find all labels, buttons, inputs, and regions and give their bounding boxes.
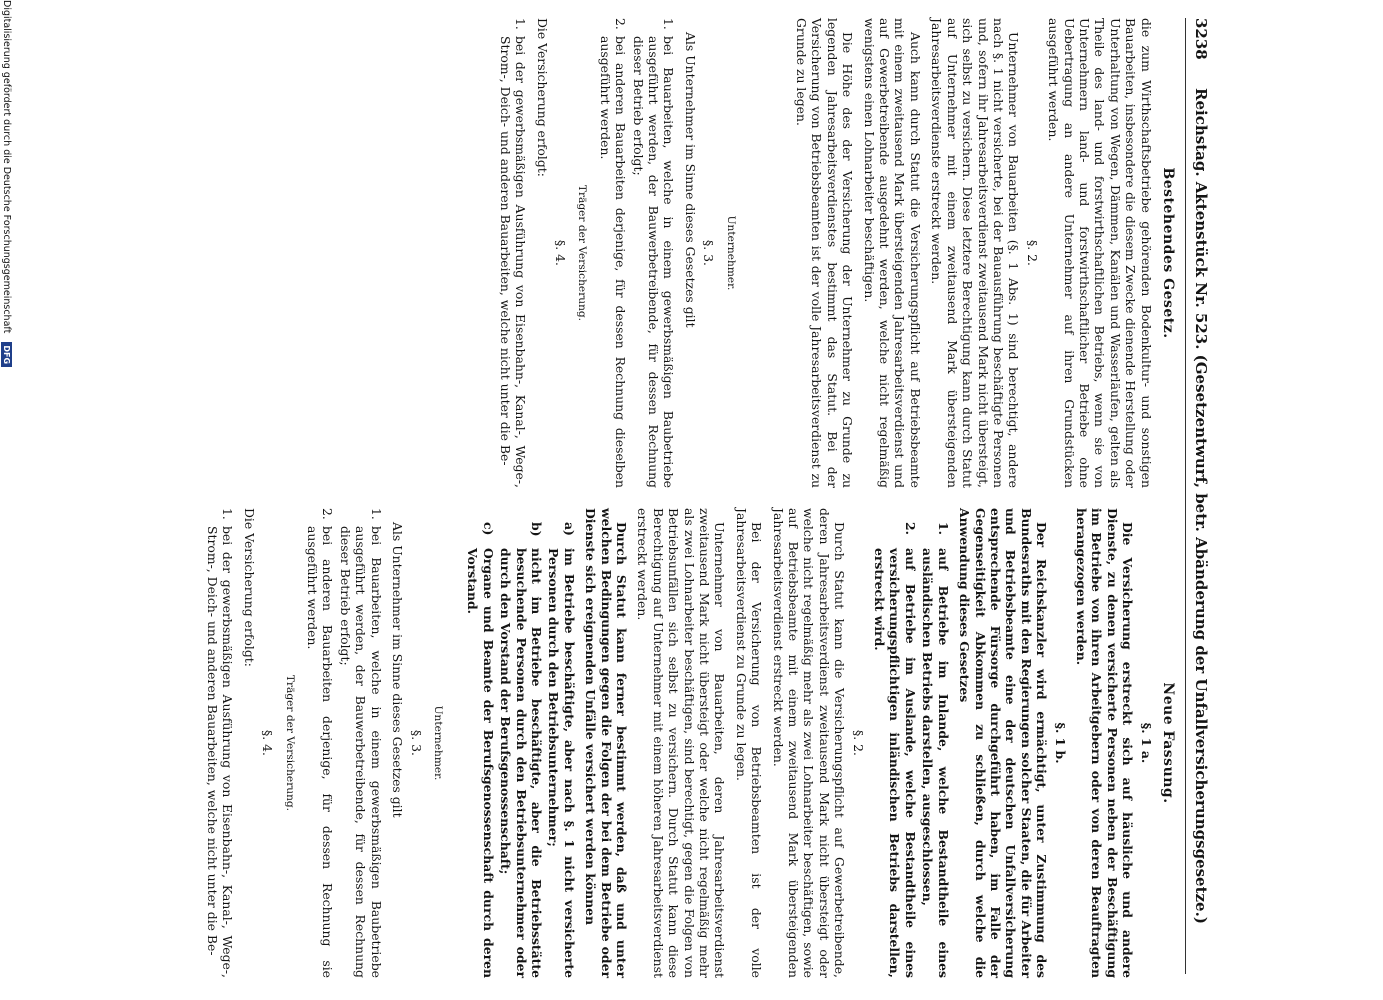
page-number: 3238 bbox=[1192, 18, 1210, 60]
list-item: 2. bei anderen Bauarbeiten derjenige, für dessen Rechnung sie ausgeführt werden. bbox=[305, 508, 336, 978]
list-item: a) im Betriebe beschäftigte, aber nach §. 1 nicht versicherte Personen durch den Betriebsunternehmer; bbox=[546, 522, 577, 978]
page-header bbox=[1185, 18, 1212, 974]
rotated-document-page bbox=[18, 0, 1218, 1000]
dfg-logo: DFG bbox=[1, 342, 12, 367]
paragraph: Durch Statut kann die Versicherungspflicht auf Gewerbetreibende, deren Jahresarbeitsverdienst zweitausend Mark nicht übersteigt oder welche nicht regelmäßig mehr als zwei Lohnarbeiter beschäftigen, sowie auf Betriebsbeamte mit einem zweitausend Mark übersteigenden Jahresarbeitsverdienst erstreckt werden. bbox=[770, 508, 848, 978]
paragraph: Die Versicherung erfolgt: bbox=[241, 508, 257, 667]
subheading-unternehmer: Unternehmer. bbox=[724, 215, 737, 291]
paragraph: Die Versicherung erstreckt sich auf häusliche und andere Dienste, zu denen versicherte Personen neben der Beschäftigung im Betriebe von ihren Arbeitgebern oder von deren Beauftragten herangezogen werden. bbox=[1073, 508, 1136, 978]
credit-text: Digitalisierung gefördert durch die Deutsche Forschungsgemeinschaft bbox=[1, 0, 12, 334]
subheading-unternehmer: Unternehmer. bbox=[431, 705, 444, 781]
list-item: b) nicht im Betriebe beschäftigte, aber die Betriebsstätte besuchende Personen durch den Betriebsunternehmer oder durch den Vorstand der Berufsgenossenschaft; bbox=[498, 522, 544, 978]
list-item: 2. bei anderen Bauarbeiten derjenige, für dessen Rechnung dieselben ausgeführt werden. bbox=[597, 18, 629, 488]
subheading-traeger: Träger der Versicherung. bbox=[283, 674, 296, 812]
paragraph: Unternehmer von Bauarbeiten (§. 1 Abs. 1) sind berechtigt, andere nach §. 1 nicht versicherte, bei der Bauausführung beschäftigte Personen und, sofern ihr Jahresarbeitsverdienst zweitausend Mark nicht übersteigt, sich selbst zu versichern. Diese letztere Berechtigung kann durch Statut auf Unternehmer mit einem zweitausend Mark übersteigenden Jahresarbeitsverdienste erstreckt werden. bbox=[929, 18, 1022, 488]
paragraph: Bei der Versicherung von Betriebsbeamten ist der volle Jahresarbeitsverdienst zu Grunde zu legen. bbox=[733, 508, 765, 978]
list-item: 1. auf Betriebe im Inlande, welche Bestandtheile eines ausländischen Betriebs darstellen, ausgeschlossen, bbox=[920, 522, 951, 978]
paragraph: Unternehmer von Bauarbeiten, deren Jahresarbeitsverdienst zweitausend Mark nicht übersteigt oder welche nicht regelmäßig mehr als zwei Lohnarbeiter beschäftigen, sind berechtigt, gegen die Folgen von Betriebsunfällen sich selbst zu versichern. Durch Statut kann diese Berechtigung auf Unternehmer mit einem höheren Jahresarbeitsverdienst erstreckt werden. bbox=[635, 508, 728, 978]
digitization-credit bbox=[0, 0, 13, 1000]
section-label-4: §. 4. bbox=[553, 240, 568, 266]
section-label-1b: §. 1 b. bbox=[1052, 722, 1068, 764]
section-label-2: §. 2. bbox=[1024, 240, 1040, 266]
paragraph: Der Reichskanzler wird ermächtigt, unter Zustimmung des Bundesraths mit den Regierungen solcher Staaten, die für Arbeiter und Betriebsbeamte eine der deutschen Unfallversicherung entsprechende Fürsorge durchgeführt haben, im Falle der Gegenseitigkeit Abkommen zu schließen, durch welche die Anwendung dieses Gesetzes bbox=[957, 508, 1050, 978]
section-label-2: §. 2. bbox=[850, 730, 866, 756]
list-item: c) Organe und Beamte der Berufsgenossenschaft durch deren Vorstand. bbox=[465, 522, 496, 978]
list-item: 1. bei Bauarbeiten, welche in einem gewerbsmäßigen Baubetriebe ausgeführt werden, der Bauwerbetreibende, für dessen Rechnung dieser Betrieb erfolgt; bbox=[337, 508, 384, 978]
paragraph: Die Versicherung erfolgt: bbox=[534, 18, 550, 177]
list-item: 1. bei der gewerbsmäßigen Ausführung von Eisenbahn-, Kanal-, Wege-, Strom-, Deich- und anderen Bauarbeiten, welche nicht unter die Be- bbox=[205, 508, 236, 978]
column-heading-new: Neue Fassung. bbox=[1160, 682, 1176, 804]
section-label-1a: §. 1 a. bbox=[1138, 722, 1154, 764]
list-item: 1. bei Bauarbeiten, welche in einem gewerbsmäßigen Baubetriebe ausgeführt werden, der Bauwerbetreibende, für dessen Rechnung dieser Betrieb erfolgt; bbox=[630, 18, 677, 488]
list-item: 2. auf Betriebe im Auslande, welche Bestandtheile eines versicherungspflichtigen inländischen Betriebs darstellen, erstreckt wird. bbox=[872, 522, 918, 978]
column-existing-law bbox=[495, 18, 1179, 488]
column-new-version bbox=[203, 508, 1179, 978]
two-column-body bbox=[45, 18, 1185, 978]
subheading-traeger: Träger der Versicherung. bbox=[576, 184, 589, 322]
intro-paragraph: die zum Wirthschaftsbetriebe gehörenden Bodenkultur- und sonstigen Bauarbeiten, insbesondere die diesem Zwecke dienende Herstellung oder Unterhaltung von Wegen, Dämmen, Kanälen und Wasserläufen, gelten als Theile des land- und forstwirthschaftlichen Betriebs, wenn sie von Unternehmern land- und forstwirthschaftlicher Betriebe ohne Uebertragung an andere Unternehmer auf ihren Grundstücken ausgeführt werden. bbox=[1046, 18, 1154, 488]
paragraph: Auch kann durch Statut die Versicherungspflicht auf Betriebsbeamte mit einem zweitausend Mark übersteigenden Jahresarbeitsverdienst und auf Gewerbetreibende ausgedehnt werden, welche nicht regelmäßig wenigstens einen Lohnarbeiter beschäftigen. bbox=[861, 18, 923, 488]
paragraph: Die Höhe des der Versicherung der Unternehmer zu Grunde zu legenden Jahresarbeitsverdienstes bestimmt das Statut. Bei der Versicherung von Betriebsbeamten ist der volle Jahresarbeitsverdienst zu Grunde zu legen. bbox=[794, 18, 856, 488]
column-heading-existing: Bestehendes Gesetz. bbox=[1160, 167, 1176, 339]
list-item: 1. bei der gewerbsmäßigen Ausführung von Eisenbahn-, Kanal-, Wege-, Strom-, Deich- und anderen Bauarbeiten, welche nicht unter die Be- bbox=[497, 18, 529, 488]
section-label-4: §. 4. bbox=[260, 730, 276, 756]
section-label-3: §. 3. bbox=[701, 240, 717, 266]
paragraph: Durch Statut kann ferner bestimmt werden, daß und unter welchen Bedingungen gegen die Folgen der bei dem Betriebe oder Dienste sich ereignenden Unfälle versichert werden können bbox=[583, 508, 629, 978]
running-title: Reichstag. Aktenstück Nr. 523. (Gesetzentwurf, betr. Abänderung der Unfallversicherungsgesetze.) bbox=[1192, 88, 1210, 924]
paragraph: Als Unternehmer im Sinne dieses Gesetzes gilt bbox=[682, 32, 698, 328]
paragraph: Als Unternehmer im Sinne dieses Gesetzes gilt bbox=[390, 522, 406, 818]
section-label-3: §. 3. bbox=[408, 730, 424, 756]
